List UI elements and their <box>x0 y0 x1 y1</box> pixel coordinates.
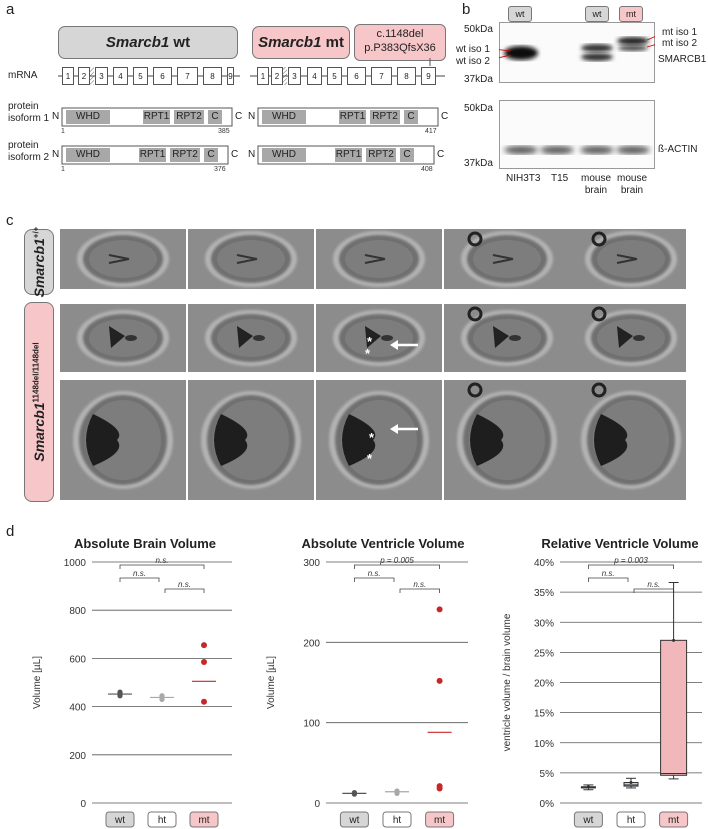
domain-rpt2: RPT2 <box>174 110 204 124</box>
wt-iso1-start: 1 <box>61 128 65 135</box>
domain-whd: WHD <box>66 110 110 124</box>
lane-label-mouse-brain <box>581 173 611 197</box>
significance-bracket <box>354 578 394 582</box>
y-tick-label: 200 <box>69 750 86 762</box>
iso2-label-line2: isoform 2 <box>8 152 50 163</box>
significance-label: p = 0.005 <box>380 556 414 565</box>
y-axis-label: ventricle volume / brain volume <box>502 613 513 752</box>
c-term: C <box>235 111 243 122</box>
chart-absolute-brain-volume <box>0 550 240 829</box>
y-tick-label: 20% <box>533 678 554 690</box>
band-mt-iso2: mt iso 2 <box>662 38 698 49</box>
lane-label-nih3t3: NIH3T3 <box>506 173 541 184</box>
mt-suffix: mt <box>321 34 344 51</box>
mri-slice <box>444 229 570 289</box>
domain-c: C <box>404 110 418 124</box>
mri-slice <box>316 229 442 289</box>
domain-c: C <box>400 148 414 162</box>
data-point <box>201 659 207 665</box>
lane-label-t15: T15 <box>551 173 569 184</box>
wt-gene-name: Smarcb1 <box>105 34 170 51</box>
y-tick-label: 800 <box>69 606 86 618</box>
row-label-mt <box>24 302 54 502</box>
domain-rpt1: RPT1 <box>335 149 362 160</box>
mutation-protein: p.P383QfsX36 <box>364 42 436 54</box>
mri-slice <box>568 304 686 372</box>
panel-label-c: c <box>6 212 14 229</box>
asterisk-marker: * <box>367 451 373 466</box>
exon-box: 3 <box>288 67 301 85</box>
protein-smarcb1: SMARCB1 <box>658 54 707 65</box>
protein-actin: ß-ACTIN <box>658 144 698 155</box>
box-point <box>630 781 633 784</box>
band-wt-iso2: wt iso 2 <box>456 56 490 67</box>
lane-pill-wt: wt <box>508 6 532 22</box>
y-tick-label: 5% <box>539 768 554 780</box>
group-label: mt <box>668 815 680 826</box>
mri-slice <box>444 380 570 500</box>
wt-iso1-end: 385 <box>218 128 230 135</box>
asterisk-marker: * <box>365 346 371 361</box>
y-tick-label: 30% <box>533 618 554 630</box>
band-wt-iso1: wt iso 1 <box>456 44 490 55</box>
domain-whd: WHD <box>262 110 306 124</box>
data-point <box>352 790 357 795</box>
significance-bracket <box>165 589 204 593</box>
exon-box: 8 <box>203 67 222 85</box>
group-label: mt <box>198 815 210 826</box>
lane-pill-mt: mt <box>619 6 643 22</box>
row-label-wt-text <box>31 227 47 298</box>
domain-c: C <box>208 110 222 124</box>
significance-bracket <box>588 578 628 582</box>
mw-50-top: 50kDa <box>464 24 493 35</box>
exon-box: 6 <box>153 67 172 85</box>
mw-37-bottom: 37kDa <box>464 158 493 169</box>
domain-whd: WHD <box>262 148 306 162</box>
y-tick-label: 600 <box>69 654 86 666</box>
row-label-mt-text <box>31 342 47 461</box>
exon-box: 8 <box>397 67 416 85</box>
significance-label: n.s. <box>601 569 615 578</box>
lane-label-mouse-brain <box>617 173 647 197</box>
row-mt-genotype: 1148del/1148del <box>31 342 41 403</box>
domain-rpt1: RPT1 <box>339 111 366 122</box>
significance-label: n.s. <box>133 569 146 578</box>
exon-box: 5 <box>133 67 148 85</box>
n-term: N <box>248 149 256 160</box>
n-term: N <box>52 111 60 122</box>
y-tick-label: 10% <box>533 738 554 750</box>
iso2-label <box>8 140 49 164</box>
group-label: wt <box>583 815 594 826</box>
box-point <box>587 785 590 788</box>
domain-rpt1: RPT1 <box>143 111 170 122</box>
mri-grid <box>60 229 686 501</box>
data-point <box>437 606 443 612</box>
exon-box: 4 <box>113 67 128 85</box>
asterisk-marker: * <box>367 334 373 349</box>
row-wt-gene: Smarcb1 <box>31 238 47 298</box>
domain-rpt2: RPT2 <box>370 110 400 124</box>
c-term: C <box>437 149 445 160</box>
significance-bracket <box>120 578 159 582</box>
domain-whd: WHD <box>66 148 110 162</box>
group-label: ht <box>626 815 636 826</box>
n-term: N <box>248 111 256 122</box>
y-tick-label: 100 <box>303 718 320 730</box>
group-label: wt <box>349 815 360 826</box>
y-tick-label: 25% <box>533 648 554 660</box>
y-tick-label: 15% <box>533 708 554 720</box>
y-tick-label: 0 <box>80 799 86 810</box>
chart-absolute-ventricle-volume <box>236 550 476 829</box>
exon-box: 2 <box>78 67 90 85</box>
group-label: ht <box>392 815 402 826</box>
c-term: C <box>441 111 449 122</box>
significance-label: n.s. <box>178 580 191 589</box>
significance-label: n.s. <box>647 580 661 589</box>
data-point <box>437 678 443 684</box>
mri-slice <box>188 380 314 500</box>
y-tick-label: 300 <box>303 558 320 569</box>
chart2-title: Absolute Ventricle Volume <box>301 536 465 551</box>
box-point <box>672 639 675 642</box>
exon-box: 9 <box>421 67 436 85</box>
iso1-label-line2: isoform 1 <box>8 113 50 124</box>
n-term: N <box>52 149 60 160</box>
iso1-label <box>8 101 49 125</box>
domain-rpt2: RPT2 <box>366 148 396 162</box>
mri-slice <box>60 304 186 372</box>
wt-iso2-start: 1 <box>61 166 65 173</box>
mw-50-bottom: 50kDa <box>464 103 493 114</box>
exon-box: 3 <box>95 67 108 85</box>
mrna-label: mRNA <box>8 70 38 81</box>
mri-slice <box>568 380 686 500</box>
iso2-label-line1: protein <box>8 140 39 151</box>
panel-label-a: a <box>6 1 15 18</box>
wt-iso2-end: 376 <box>214 166 226 173</box>
chart3-title: Relative Ventricle Volume <box>541 536 699 551</box>
panel-label-d: d <box>6 523 15 540</box>
mw-37-top: 37kDa <box>464 74 493 85</box>
row-label-wt <box>24 226 54 298</box>
data-point <box>437 783 443 789</box>
data-point <box>201 699 207 705</box>
group-label: wt <box>115 815 125 826</box>
significance-label: n.s. <box>413 580 427 589</box>
row-wt-genotype: +/+ <box>31 226 41 239</box>
y-tick-label: 400 <box>69 702 86 714</box>
iso1-label-line1: protein <box>8 101 39 112</box>
y-tick-label: 0% <box>539 799 554 810</box>
exon-box: 9 <box>227 67 234 85</box>
lane-label-line: mouse <box>617 173 648 184</box>
domain-rpt2: RPT2 <box>170 148 200 162</box>
exon-box: 2 <box>271 67 283 85</box>
mri-slice <box>60 380 186 500</box>
box <box>661 640 687 775</box>
data-point <box>394 788 399 793</box>
group-label: mt <box>434 815 446 826</box>
mt-iso2-end: 408 <box>421 166 433 173</box>
domain-rpt1: RPT1 <box>139 149 166 160</box>
western-blot <box>499 22 655 170</box>
y-axis-label: Volume [µL] <box>266 655 277 710</box>
y-tick-label: 35% <box>533 588 554 600</box>
lane-label-line: brain <box>584 185 608 196</box>
mt-iso1-end: 417 <box>425 128 437 135</box>
mri-slice <box>568 229 686 289</box>
panel-label-b: b <box>462 1 471 18</box>
mri-slice <box>316 380 442 500</box>
mt-gene-name: Smarcb1 <box>258 34 322 51</box>
exon-box: 5 <box>327 67 342 85</box>
y-axis-label: Volume [µL] <box>32 655 43 710</box>
row-mt-gene: Smarcb1 <box>31 402 47 462</box>
domain-c: C <box>204 148 218 162</box>
exon-box: 1 <box>257 67 269 85</box>
mri-slice <box>188 304 314 372</box>
asterisk-marker: * <box>369 430 375 445</box>
lane-label-line: brain <box>620 185 644 196</box>
data-point <box>201 642 207 648</box>
mri-slice <box>316 304 442 372</box>
group-label: ht <box>157 815 167 826</box>
chart1-title: Absolute Brain Volume <box>73 536 217 551</box>
exon-box: 6 <box>347 67 366 85</box>
exon-box: 1 <box>62 67 74 85</box>
y-tick-label: 1000 <box>63 558 86 569</box>
exon-box: 7 <box>371 67 392 85</box>
exon-box: 7 <box>177 67 198 85</box>
c-term: C <box>231 149 239 160</box>
lane-label-line: mouse <box>581 173 612 184</box>
significance-bracket <box>400 589 440 593</box>
exon-box: 4 <box>307 67 322 85</box>
mutation-cdna: c.1148del <box>376 28 424 40</box>
y-tick-label: 0 <box>314 799 320 810</box>
panel-a-graphics <box>0 0 470 210</box>
y-tick-label: 200 <box>303 638 320 650</box>
chart-relative-ventricle-volume <box>470 550 708 829</box>
mri-slice <box>60 229 186 289</box>
significance-label: p = 0.003 <box>614 556 648 565</box>
y-tick-label: 40% <box>533 558 554 569</box>
mri-slice <box>188 229 314 289</box>
significance-label: n.s. <box>155 556 169 565</box>
band-mt-iso1: mt iso 1 <box>662 27 698 38</box>
lane-pill-wt: wt <box>585 6 609 22</box>
mri-slice <box>444 304 570 372</box>
significance-label: n.s. <box>367 569 381 578</box>
wt-suffix: wt <box>169 34 191 51</box>
